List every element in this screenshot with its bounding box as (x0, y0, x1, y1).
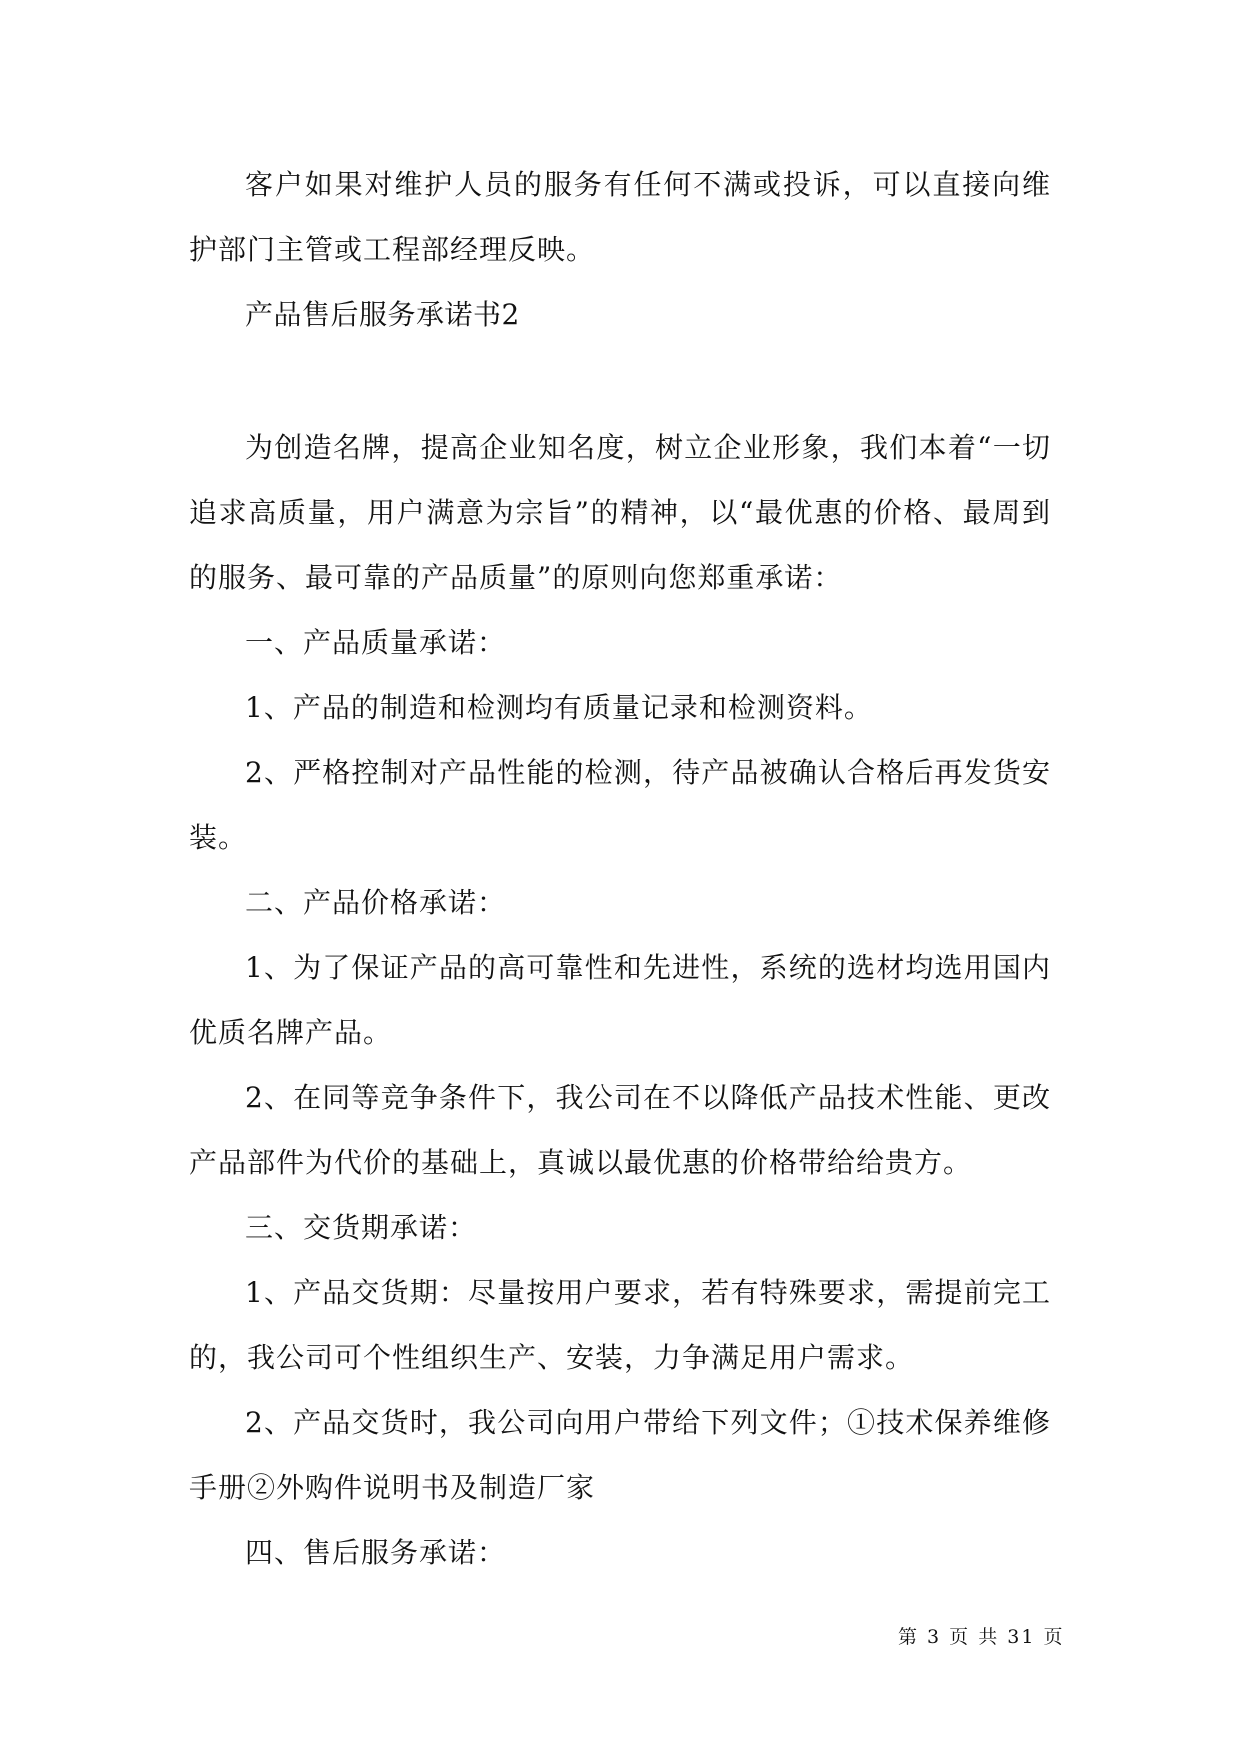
paragraph-intro: 为创造名牌，提高企业知名度，树立企业形象，我们本着“一切追求高质量，用户满意为宗旨”的精神，以“最优惠的价格、最周到的服务、最可靠的产品质量”的原则向您郑重承诺： (189, 431, 1051, 594)
list-item-delivery-1: 1、产品交货期：尽量按用户要求，若有特殊要求，需提前完工的，我公司可个性组织生产、安装，力争满足用户需求。 (189, 1276, 1051, 1374)
list-item-quality-2: 2、严格控制对产品性能的检测，待产品被确认合格后再发货安装。 (189, 756, 1051, 854)
list-item-delivery-2: 2、产品交货时，我公司向用户带给下列文件；①技术保养维修手册②外购件说明书及制造厂家 (189, 1406, 1051, 1504)
blank-line (189, 347, 1051, 415)
page-number: 第 3 页 共 31 页 (898, 1626, 1065, 1648)
heading-delivery-commitment: 三、交货期承诺： (245, 1211, 478, 1244)
heading-price-commitment: 二、产品价格承诺： (245, 886, 507, 919)
section-title: 产品售后服务承诺书2 (245, 298, 520, 331)
heading-quality-commitment: 一、产品质量承诺： (245, 626, 507, 659)
list-item-price-2: 2、在同等竞争条件下，我公司在不以降低产品技术性能、更改产品部件为代价的基础上，真诚以最优惠的价格带给给贵方。 (189, 1081, 1051, 1179)
heading-after-sales-commitment: 四、售后服务承诺： (245, 1536, 507, 1569)
list-item-price-1: 1、为了保证产品的高可靠性和先进性，系统的选材均选用国内优质名牌产品。 (189, 951, 1051, 1049)
paragraph-complaint: 客户如果对维护人员的服务有任何不满或投诉，可以直接向维护部门主管或工程部经理反映。 (189, 168, 1051, 266)
document-body (189, 152, 1051, 1585)
list-item-quality-1: 1、产品的制造和检测均有质量记录和检测资料。 (245, 691, 873, 724)
